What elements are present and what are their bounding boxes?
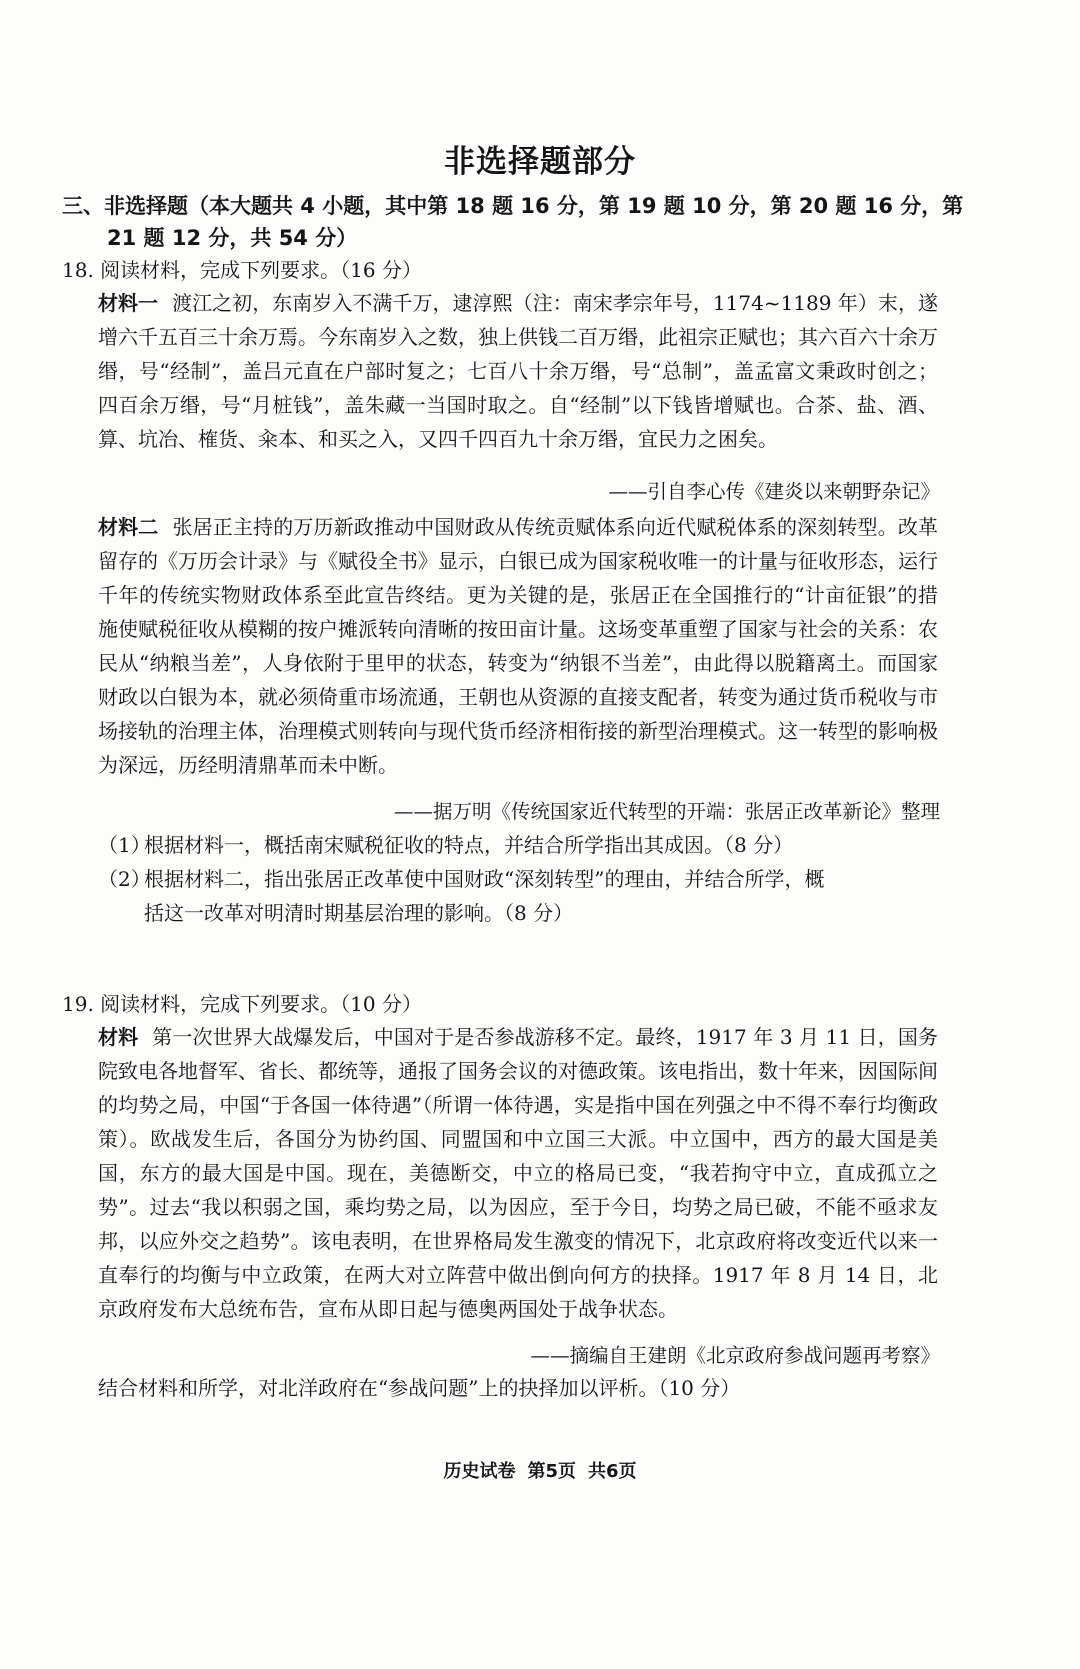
q18-subquestion-2 <box>98 862 948 930</box>
q18-material-2-text: 张居正主持的万历新政推动中国财政从传统贡赋体系向近代赋税体系的深刻转型。改革留存的《万历会计录》与《赋役全书》显示，白银已成为国家税收唯一的计量与征收形态，运行千年的传统实物财政体系至此宣告终结。更为关键的是，张居正在全国推行的“计亩征银”的措施使赋税征收从模糊的按户摊派转向清晰的按田亩计量。这场变革重塑了国家与社会的关系：农民从“纳粮当差”，人身依附于里甲的状态，转变为“纳银不当差”，由此得以脱籍离土。而国家财政以白银为本，就必须倚重市场流通，王朝也从资源的直接支配者，转变为通过货币税收与市场接轨的治理主体，治理模式则转向与现代货币经济相衔接的新型治理模式。这一转型的影响极为深远，历经明清鼎革而未中断。 <box>98 515 939 777</box>
q18-material-1-label: 材料一 <box>98 291 159 315</box>
q18-subquestion-1 <box>98 828 948 862</box>
q19-prompt: 19. 阅读材料，完成下列要求。（10 分） <box>62 992 422 1016</box>
q18-sub1-number: （1） <box>98 833 151 857</box>
footer-subject: 历史试卷 <box>443 1461 516 1482</box>
q18-sub2-line2: 括这一改革对明清时期基层治理的影响。（8 分） <box>144 901 574 925</box>
section-heading-line2: 21 题 12 分，共 54 分） <box>107 226 358 250</box>
q18-material-2-source: ——据万明《传统国家近代转型的开端：张居正改革新论》整理 <box>393 800 940 823</box>
q18-sub1-text: 根据材料一，概括南宋赋税征收的特点，并结合所学指出其成因。（8 分） <box>144 833 794 857</box>
q18-sub2-line1: 根据材料二，指出张居正改革使中国财政“深刻转型”的理由，并结合所学，概 <box>144 867 825 891</box>
page-footer <box>0 1457 1080 1483</box>
q18-sub2-number: （2） <box>98 867 151 891</box>
footer-total-pages: 共6页 <box>588 1461 637 1482</box>
q18-material-1-text: 渡江之初，东南岁入不满千万，逮淳熙（注：南宋孝宗年号，1174~1189 年）末，遂增六千五百三十余万焉。今东南岁入之数，独上供钱二百万缗，此祖宗正赋也；其六百六十余万缗，号“经制”，盖吕元直在户部时复之；七百八十余万缗，号“总制”，盖孟富文秉政时创之；四百余万缗，号“月桩钱”，盖朱藏一当国时取之。自“经制”以下钱皆增赋也。合茶、盐、酒、算、坑冶、榷货、籴本、和买之入，又四千四百九十余万缗，宜民力之困矣。 <box>98 291 938 451</box>
q19-question: 结合材料和所学，对北洋政府在“参战问题”上的抉择加以评析。（10 分） <box>98 1376 741 1400</box>
q18-material-2-label: 材料二 <box>98 515 159 539</box>
q19-material-source: ——摘编自王建朗《北京政府参战问题再考察》 <box>530 1344 940 1367</box>
q18-material-1-source: ——引自李心传《建炎以来朝野杂记》 <box>608 480 940 503</box>
q19-material-text: 第一次世界大战爆发后，中国对于是否参战游移不定。最终，1917 年 3 月 11 日，国务院致电各地督军、省长、都统等，通报了国务会议的对德政策。该电指出，数十年来，因国际间的均势之局，中国“于各国一体待遇”（所谓一体待遇，实是指中国在列强之中不得不奉行均衡政策）。欧战发生后，各国分为协约国、同盟国和中立国三大派。中立国中，西方的最大国是美国，东方的最大国是中国。现在，美德断交，中立的格局已变，“我若拘守中立，直成孤立之势”。过去“我以积弱之国，乘均势之局，以为因应，至于今日，均势之局已破，不能不亟求友邦，以应外交之趋势”。该电表明，在世界格局发生激变的情况下，北京政府将改变近代以来一直奉行的均衡与中立政策，在两大对立阵营中做出倒向何方的抉择。1917 年 8 月 14 日，北京政府发布大总统布告，宣布从即日起与德奥两国处于战争状态。 <box>98 1025 939 1321</box>
section-heading <box>62 190 1012 254</box>
q18-prompt: 18. 阅读材料，完成下列要求。（16 分） <box>62 258 422 282</box>
q19-material <box>98 1020 938 1326</box>
q18-material-2 <box>98 510 938 782</box>
q19-material-label: 材料 <box>98 1025 139 1049</box>
section-heading-line1: 三、非选择题（本大题共 4 小题，其中第 18 题 16 分，第 19 题 10 分，第 20 题 16 分，第 <box>62 194 964 218</box>
footer-page-number: 第5页 <box>527 1461 576 1482</box>
q18-material-1 <box>98 286 938 456</box>
page-title: 非选择题部分 <box>444 144 636 180</box>
